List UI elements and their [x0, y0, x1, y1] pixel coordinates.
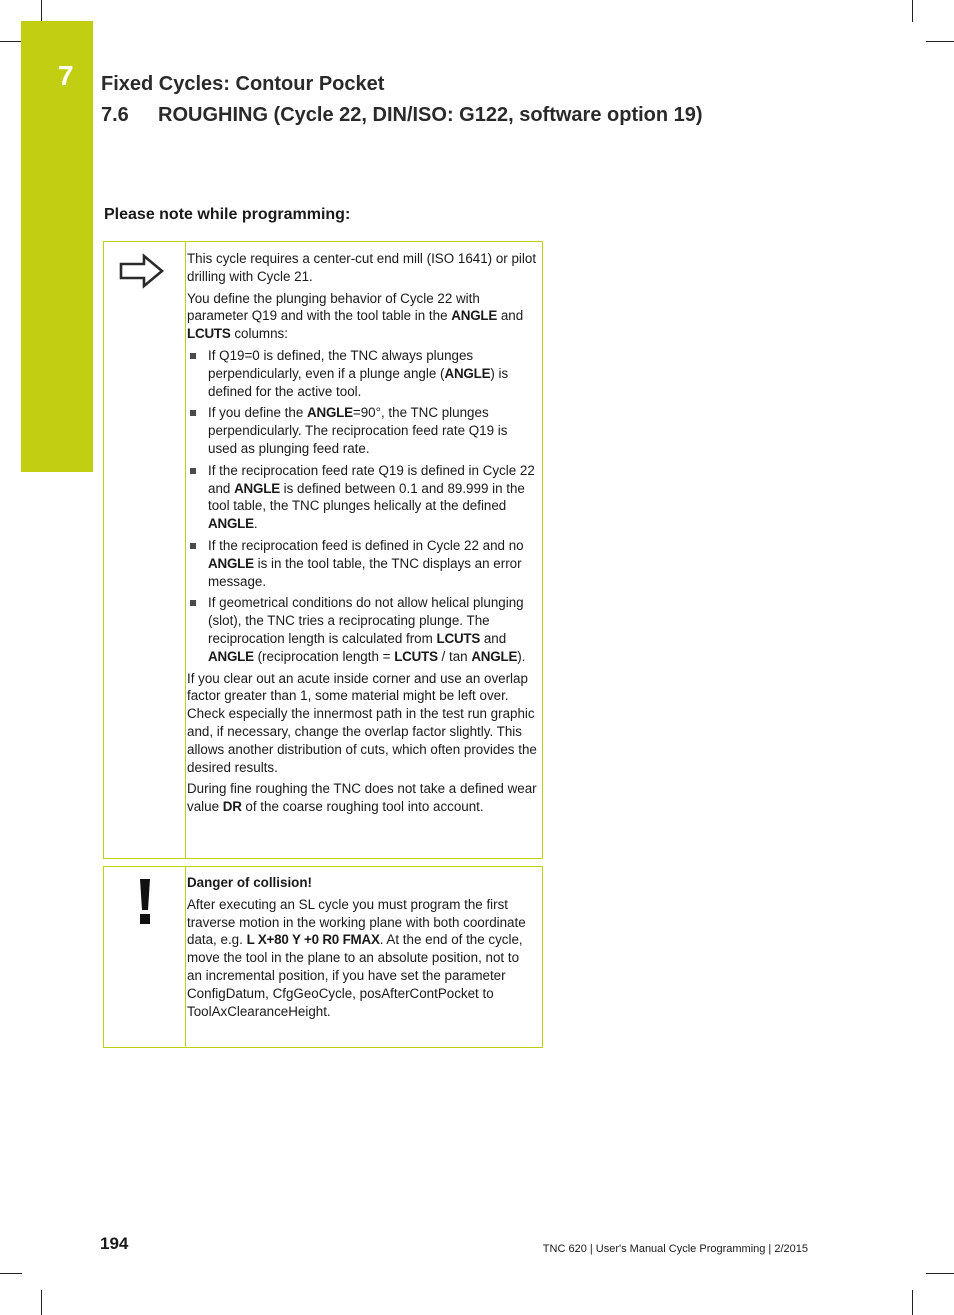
- list-item: If the reciprocation feed rate Q19 is defined in Cycle 22 and ANGLE is defined between 0.1 and 89.999 in the tool table, the TNC plunges helically at the defined ANGLE.: [187, 462, 537, 533]
- crop-mark: [912, 0, 913, 22]
- footer-text: TNC 620 | User's Manual Cycle Programming | 2/2015: [542, 1243, 808, 1255]
- list-item: If you define the ANGLE=90°, the TNC plunges perpendicularly. The reciprocation feed rate Q19 is used as plunging feed rate.: [187, 404, 537, 457]
- crop-mark: [41, 1290, 42, 1315]
- note-paragraph: This cycle requires a center-cut end mill (ISO 1641) or pilot drilling with Cycle 21.: [187, 251, 537, 284]
- crop-mark: [0, 41, 22, 42]
- danger-text: After executing an SL cycle you must program the first traverse motion in the working plane with both coordinate data, e.g. L X+80 Y +0 R0 FMAX. At the end of the cycle, move the tool in the plane to an absolute position, not to an incremental position, if you have set the parameter ConfigDatum, CfgGeoCycle, posAfterContPocket to ToolAxClearanceHeight.: [187, 896, 526, 1019]
- page-number: 194: [100, 1234, 129, 1253]
- list-item: If the reciprocation feed is defined in Cycle 22 and no ANGLE is in the tool table, the TNC displays an error message.: [187, 537, 537, 590]
- crop-mark: [0, 1273, 22, 1274]
- crop-mark: [926, 41, 954, 42]
- danger-icon-column: [104, 867, 186, 1047]
- crop-mark: [912, 1290, 913, 1315]
- note-paragraph: If you clear out an acute inside corner and use an overlap factor greater than 1, some material might be left over. Check especially the innermost path in the test run graphic and, if necessary, change the overlap factor slightly. This allows another distribution of cuts, which often provides the desired results.: [187, 670, 537, 775]
- list-item: If geometrical conditions do not allow helical plunging (slot), the TNC tries a reciprocating plunge. The reciprocation length is calculated from LCUTS and ANGLE (reciprocation length = LCUTS / tan ANGLE).: [187, 594, 537, 665]
- note-paragraph: During fine roughing the TNC does not take a defined wear value DR of the coarse roughing tool into account.: [187, 781, 537, 815]
- danger-body: [187, 874, 537, 1024]
- danger-title: Danger of collision!: [187, 875, 312, 890]
- chapter-tab: [21, 21, 93, 472]
- list-item: If Q19=0 is defined, the TNC always plunges perpendicularly, even if a plunge angle (ANGLE) is defined for the active tool.: [187, 347, 537, 400]
- section-title: [101, 104, 703, 127]
- section-number: 7.6: [101, 104, 129, 126]
- section-title-text: ROUGHING (Cycle 22, DIN/ISO: G122, software option 19): [158, 104, 703, 126]
- note-body: [187, 250, 537, 820]
- chapter-title: Fixed Cycles: Contour Pocket: [101, 73, 385, 95]
- crop-mark: [926, 1273, 954, 1274]
- chapter-number: 7: [58, 60, 74, 91]
- subheading: Please note while programming:: [104, 206, 351, 223]
- note-bullet-list: [187, 347, 537, 666]
- arrow-right-icon: [118, 253, 166, 289]
- note-paragraph: You define the plunging behavior of Cycle 22 with parameter Q19 and with the tool table in the ANGLE and LCUTS columns:: [187, 290, 524, 342]
- crop-mark: [41, 0, 42, 22]
- note-box: [103, 241, 543, 859]
- note-icon-column: [104, 242, 186, 858]
- danger-box: [103, 866, 543, 1048]
- exclamation-icon: [135, 878, 155, 926]
